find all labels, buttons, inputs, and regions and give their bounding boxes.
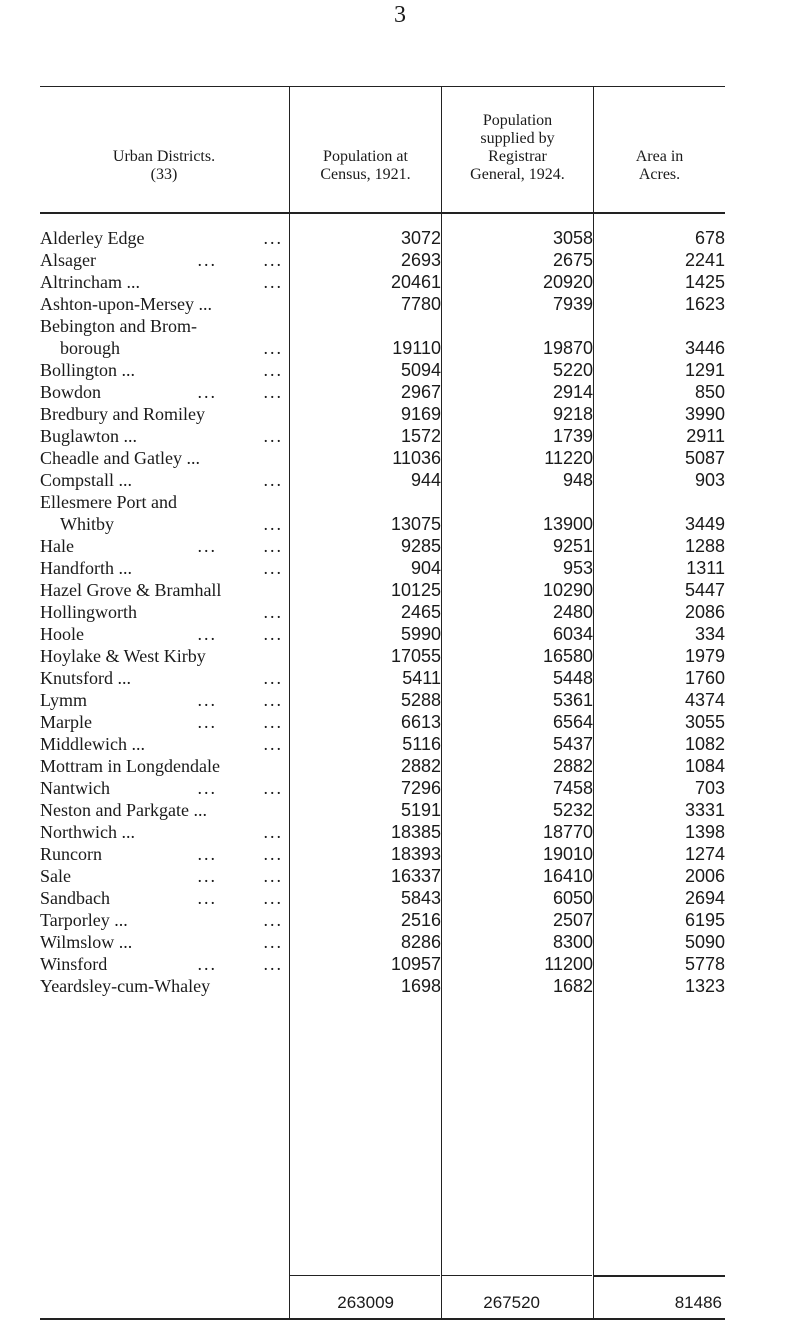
registrar-value — [441, 491, 593, 513]
census-value: 1572 — [400, 426, 441, 446]
table-row — [40, 447, 725, 469]
header-population-census: Population at Census, 1921. — [320, 148, 411, 183]
table-row — [40, 733, 725, 755]
totals-rule-registrar — [442, 1275, 592, 1276]
area-value: 1979 — [684, 646, 725, 666]
area-value: 334 — [694, 624, 725, 644]
district-name — [40, 733, 289, 755]
district-name-text: Bowdon — [40, 382, 102, 402]
leader-dots: ... — [263, 624, 283, 644]
district-name-text: Bebington and Brom- — [40, 316, 197, 336]
leader-dots: ... — [197, 866, 217, 886]
table-row — [40, 909, 725, 931]
area-value: 1084 — [684, 756, 725, 776]
leader-dots: ... — [263, 228, 283, 248]
registrar-value: 7939 — [552, 294, 593, 314]
district-name — [40, 931, 289, 953]
district-name — [40, 645, 289, 667]
area-value: 5087 — [684, 448, 725, 468]
leader-dots: ... — [263, 822, 283, 842]
leader-dots: ... — [263, 866, 283, 886]
registrar-value: 7458 — [552, 778, 593, 798]
leader-dots: ... — [263, 558, 283, 578]
census-value: 17055 — [390, 646, 441, 666]
district-name-text: Ashton-upon-Mersey ... — [40, 294, 212, 314]
leader-dots: ... — [263, 668, 283, 688]
registrar-value: 20920 — [542, 272, 593, 292]
registrar-value: 5448 — [552, 668, 593, 688]
registrar-value: 2675 — [552, 250, 593, 270]
area-value: 5447 — [684, 580, 725, 600]
registrar-value: 13900 — [542, 514, 593, 534]
census-value: 10125 — [390, 580, 441, 600]
area-value: 703 — [694, 778, 725, 798]
leader-dots: ... — [197, 888, 217, 908]
census-value: 5411 — [402, 668, 441, 688]
district-name — [40, 601, 289, 623]
leader-dots: ... — [263, 536, 283, 556]
table-row — [40, 667, 725, 689]
total-area: 81486 — [674, 1293, 722, 1312]
leader-dots: ... — [197, 250, 217, 270]
district-name-text: Tarporley ... — [40, 910, 128, 930]
table-row — [40, 469, 725, 491]
table-row — [40, 491, 725, 513]
registrar-value: 9251 — [552, 536, 593, 556]
table-row — [40, 359, 725, 381]
leader-dots: ... — [263, 250, 283, 270]
census-value: 9169 — [400, 404, 441, 424]
registrar-value: 948 — [562, 470, 593, 490]
header-urban-districts: Urban Districts. (33) — [112, 148, 216, 183]
district-name — [40, 975, 289, 997]
table-row — [40, 711, 725, 733]
district-name — [40, 469, 289, 491]
table-row — [40, 425, 725, 447]
district-name — [40, 821, 289, 843]
area-value: 903 — [694, 470, 725, 490]
district-name — [40, 513, 289, 535]
table-row — [40, 271, 725, 293]
census-value: 18385 — [390, 822, 441, 842]
district-name — [40, 865, 289, 887]
leader-dots: ... — [197, 712, 217, 732]
district-name-text: Hazel Grove & Bramhall — [40, 580, 222, 600]
registrar-value: 9218 — [552, 404, 593, 424]
leader-dots: ... — [263, 910, 283, 930]
census-value: 2465 — [400, 602, 441, 622]
census-value: 20461 — [390, 272, 441, 292]
district-name-text: Whitby — [60, 514, 114, 534]
registrar-value: 18770 — [542, 822, 593, 842]
district-name-text: Lymm — [40, 690, 88, 710]
totals-rule-census — [290, 1275, 440, 1276]
district-name — [40, 315, 289, 337]
leader-dots: ... — [263, 690, 283, 710]
district-name — [40, 953, 289, 975]
table-row — [40, 843, 725, 865]
district-name — [40, 887, 289, 909]
area-value: 678 — [694, 228, 725, 248]
census-value: 8286 — [400, 932, 441, 952]
urban-districts-table — [40, 227, 725, 997]
table-row — [40, 887, 725, 909]
totals-rule-area — [594, 1275, 725, 1277]
district-name — [40, 909, 289, 931]
table-row — [40, 535, 725, 557]
area-value: 1323 — [684, 976, 725, 996]
district-name — [40, 447, 289, 469]
district-name-text: Handforth ... — [40, 558, 132, 578]
table-row — [40, 755, 725, 777]
registrar-value: 953 — [562, 558, 593, 578]
district-name-text: Alsager — [40, 250, 96, 270]
table-row — [40, 799, 725, 821]
page-number: 3 — [394, 2, 406, 28]
census-value: 5116 — [402, 734, 441, 754]
table-row — [40, 601, 725, 623]
census-value — [289, 491, 441, 513]
district-name-text: Bollington ... — [40, 360, 136, 380]
registrar-value: 2480 — [552, 602, 593, 622]
district-name — [40, 535, 289, 557]
area-value: 850 — [694, 382, 725, 402]
census-value: 944 — [410, 470, 441, 490]
area-value: 3990 — [684, 404, 725, 424]
district-name — [40, 425, 289, 447]
district-name — [40, 777, 289, 799]
leader-dots: ... — [197, 778, 217, 798]
area-value — [593, 315, 725, 337]
header-population-registrar: Population supplied by Registrar General, 1924. — [470, 112, 565, 183]
registrar-value: 10290 — [542, 580, 593, 600]
table-row — [40, 293, 725, 315]
table-row — [40, 579, 725, 601]
area-value: 6195 — [684, 910, 725, 930]
district-name-text: Ellesmere Port and — [40, 492, 177, 512]
bottom-rule — [40, 1318, 725, 1320]
area-value: 1311 — [686, 558, 725, 578]
district-name — [40, 249, 289, 271]
census-value: 13075 — [390, 514, 441, 534]
district-name — [40, 271, 289, 293]
district-name — [40, 227, 289, 249]
district-name-text: Knutsford ... — [40, 668, 131, 688]
leader-dots: ... — [263, 932, 283, 952]
district-name — [40, 689, 289, 711]
district-name — [40, 579, 289, 601]
district-name-text: Hollingworth — [40, 602, 137, 622]
leader-dots: ... — [263, 470, 283, 490]
area-value: 5778 — [684, 954, 725, 974]
area-value: 1425 — [684, 272, 725, 292]
district-name — [40, 623, 289, 645]
registrar-value: 11200 — [544, 954, 593, 974]
table-row — [40, 975, 725, 997]
census-value: 19110 — [392, 338, 441, 358]
area-value: 2006 — [684, 866, 725, 886]
district-name-text: Wilmslow ... — [40, 932, 133, 952]
leader-dots: ... — [263, 514, 283, 534]
district-name — [40, 491, 289, 513]
area-value: 3446 — [684, 338, 725, 358]
leader-dots: ... — [197, 844, 217, 864]
table-row — [40, 337, 725, 359]
census-value — [289, 315, 441, 337]
district-name-text: Buglawton ... — [40, 426, 137, 446]
table-row — [40, 381, 725, 403]
registrar-value: 2914 — [552, 382, 593, 402]
area-value: 1291 — [684, 360, 725, 380]
district-name-text: Yeardsley-cum-Whaley — [40, 976, 211, 996]
leader-dots: ... — [263, 382, 283, 402]
census-value: 5191 — [400, 800, 441, 820]
table-row — [40, 777, 725, 799]
district-name-text: Hale — [40, 536, 74, 556]
registrar-value: 6564 — [552, 712, 593, 732]
leader-dots: ... — [263, 602, 283, 622]
district-name — [40, 403, 289, 425]
district-name-text: Compstall ... — [40, 470, 133, 490]
total-registrar: 267520 — [483, 1293, 540, 1312]
district-name-text: Sale — [40, 866, 71, 886]
district-name — [40, 293, 289, 315]
registrar-value: 5232 — [552, 800, 593, 820]
area-value: 3331 — [684, 800, 725, 820]
district-name — [40, 755, 289, 777]
total-census: 263009 — [337, 1293, 394, 1312]
table-row — [40, 645, 725, 667]
table-row — [40, 821, 725, 843]
census-value: 5990 — [400, 624, 441, 644]
district-name-text: Neston and Parkgate ... — [40, 800, 207, 820]
header-area-acres: Area in Acres. — [635, 148, 684, 183]
registrar-value: 1739 — [552, 426, 593, 446]
table-row — [40, 249, 725, 271]
census-value: 7780 — [400, 294, 441, 314]
district-name-text: Mottram in Longdendale — [40, 756, 220, 776]
area-value: 2241 — [684, 250, 725, 270]
leader-dots: ... — [263, 778, 283, 798]
leader-dots: ... — [197, 536, 217, 556]
district-name-text: Winsford — [40, 954, 108, 974]
top-rule — [40, 86, 725, 87]
area-value: 5090 — [684, 932, 725, 952]
district-name-text: Hoylake & West Kirby — [40, 646, 206, 666]
district-name — [40, 843, 289, 865]
area-value: 1082 — [684, 734, 725, 754]
district-name-text: Nantwich — [40, 778, 110, 798]
census-value: 10957 — [390, 954, 441, 974]
census-value: 1698 — [400, 976, 441, 996]
district-name-text: Altrincham ... — [40, 272, 140, 292]
table-row — [40, 953, 725, 975]
header-bottom-rule — [40, 212, 725, 214]
table-row — [40, 513, 725, 535]
district-name — [40, 337, 289, 359]
district-name-text: Sandbach — [40, 888, 110, 908]
district-name-text: Bredbury and Romiley — [40, 404, 205, 424]
leader-dots: ... — [263, 272, 283, 292]
census-value: 2516 — [400, 910, 441, 930]
registrar-value — [441, 315, 593, 337]
registrar-value: 16410 — [542, 866, 593, 886]
area-value: 2086 — [684, 602, 725, 622]
leader-dots: ... — [197, 624, 217, 644]
registrar-value: 2882 — [552, 756, 593, 776]
registrar-value: 16580 — [542, 646, 593, 666]
census-value: 5094 — [400, 360, 441, 380]
census-value: 9285 — [400, 536, 441, 556]
table-row — [40, 227, 725, 249]
table-row — [40, 931, 725, 953]
registrar-value: 2507 — [552, 910, 593, 930]
leader-dots: ... — [263, 734, 283, 754]
district-name-text: Alderley Edge — [40, 228, 145, 248]
census-value: 16337 — [390, 866, 441, 886]
leader-dots: ... — [263, 888, 283, 908]
registrar-value: 8300 — [552, 932, 593, 952]
table-row — [40, 315, 725, 337]
registrar-value: 19870 — [542, 338, 593, 358]
table-row — [40, 865, 725, 887]
leader-dots: ... — [197, 690, 217, 710]
district-name-text: Runcorn — [40, 844, 102, 864]
registrar-value: 3058 — [552, 228, 593, 248]
census-value: 2882 — [400, 756, 441, 776]
area-value: 1398 — [684, 822, 725, 842]
census-value: 6613 — [400, 712, 441, 732]
district-name — [40, 381, 289, 403]
registrar-value: 6050 — [552, 888, 593, 908]
table-row — [40, 403, 725, 425]
area-value: 3449 — [684, 514, 725, 534]
leader-dots: ... — [263, 712, 283, 732]
area-value — [593, 491, 725, 513]
census-value: 5843 — [400, 888, 441, 908]
table-row — [40, 623, 725, 645]
census-value: 2967 — [400, 382, 441, 402]
district-name — [40, 711, 289, 733]
district-name-text: Northwich ... — [40, 822, 135, 842]
registrar-value: 5437 — [552, 734, 593, 754]
registrar-value: 1682 — [552, 976, 593, 996]
area-value: 1623 — [684, 294, 725, 314]
district-name-text: Middlewich ... — [40, 734, 145, 754]
area-value: 3055 — [684, 712, 725, 732]
census-value: 11036 — [392, 448, 441, 468]
registrar-value: 19010 — [542, 844, 593, 864]
area-value: 1288 — [684, 536, 725, 556]
district-name — [40, 799, 289, 821]
leader-dots: ... — [263, 360, 283, 380]
leader-dots: ... — [263, 954, 283, 974]
area-value: 4374 — [684, 690, 725, 710]
district-name-text: Marple — [40, 712, 92, 732]
leader-dots: ... — [197, 954, 217, 974]
area-value: 2911 — [686, 426, 725, 446]
census-value: 904 — [410, 558, 441, 578]
registrar-value: 5361 — [552, 690, 593, 710]
census-value: 3072 — [400, 228, 441, 248]
area-value: 1274 — [684, 844, 725, 864]
registrar-value: 11220 — [544, 448, 593, 468]
census-value: 5288 — [400, 690, 441, 710]
area-value: 1760 — [684, 668, 725, 688]
district-name-text: Cheadle and Gatley ... — [40, 448, 200, 468]
registrar-value: 6034 — [552, 624, 593, 644]
registrar-value: 5220 — [552, 360, 593, 380]
table-row — [40, 689, 725, 711]
census-value: 7296 — [400, 778, 441, 798]
leader-dots: ... — [263, 844, 283, 864]
table-row — [40, 557, 725, 579]
district-name-text: Hoole — [40, 624, 84, 644]
district-name — [40, 359, 289, 381]
district-name-text: borough — [60, 338, 120, 358]
district-name — [40, 667, 289, 689]
leader-dots: ... — [263, 338, 283, 358]
area-value: 2694 — [684, 888, 725, 908]
district-name — [40, 557, 289, 579]
census-value: 2693 — [400, 250, 441, 270]
leader-dots: ... — [263, 426, 283, 446]
census-value: 18393 — [390, 844, 441, 864]
leader-dots: ... — [197, 382, 217, 402]
